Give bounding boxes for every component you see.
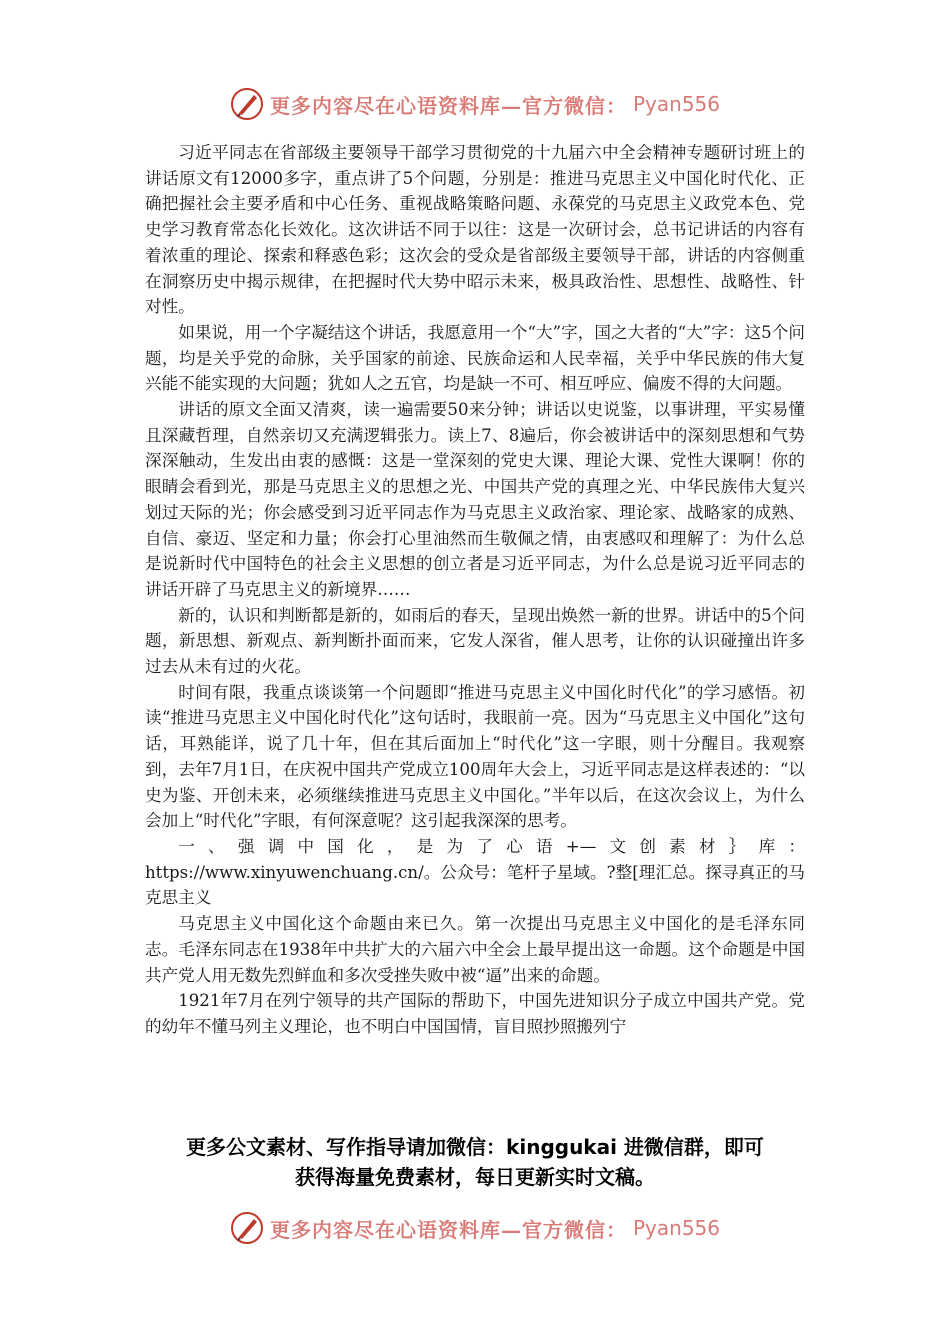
quill-pen-icon: [230, 87, 264, 121]
paragraph: 时间有限，我重点谈谈第一个问题即“推进马克思主义中国化时代化”的学习感悟。初读“推进马克思主义中国化时代化”这句话时，我眼前一亮。因为“马克思主义中国化”这句话，耳熟能详，说了几十年，但在其后面加上“时代化”这一字眼，则十分醒目。我观察到，去年7月1日，在庆祝中国共产党成立100周年大会上，习近平同志是这样表述的：“以史为鉴、开创未来，必须继续推进马克思主义中国化。”半年以后，在这次会议上，为什么会加上“时代化”字眼，有何深意呢？这引起我深深的思考。: [145, 682, 805, 831]
paragraph: 新的，认识和判断都是新的，如雨后的春天，呈现出焕然一新的世界。讲话中的5个问题，新思想、新观点、新判断扑面而来，它发人深省，催人思考，让你的认识碰撞出许多过去从未有过的火花。: [145, 605, 805, 677]
paragraph: 如果说，用一个字凝结这个讲话，我愿意用一个“大”字，国之大者的“大”字：这5个问题，均是关乎党的命脉，关乎国家的前途、民族命运和人民幸福，关乎中华民族的伟大复兴能不能实现的大问题；犹如人之五官，均是缺一不可、相互呼应、偏废不得的大问题。: [145, 322, 805, 394]
header-banner: [0, 84, 950, 124]
footer-banner: [0, 1208, 950, 1248]
paragraph: 讲话的原文全面又清爽，读一遍需要50来分钟；讲话以史说鉴，以事讲理，平实易懂且深藏哲理，自然亲切又充满逻辑张力。读上7、8遍后，你会被讲话中的深刻思想和气势深深触动，生发出由衷的感慨：这是一堂深刻的党史大课、理论大课、党性大课啊！你的眼睛会看到光，那是马克思主义的思想之光、中国共产党的真理之光、中华民族伟大复兴划过天际的光；你会感受到习近平同志作为马克思主义政治家、理论家、战略家的成熟、自信、豪迈、坚定和力量；你会打心里油然而生敬佩之情，由衷感叹和理解了：为什么总是说新时代中国特色的社会主义思想的创立者是习近平同志，为什么总是说习近平同志的讲话开辟了马克思主义的新境界……: [145, 400, 805, 599]
paragraph: 习近平同志在省部级主要领导干部学习贯彻党的十九届六中全会精神专题研讨班上的讲话原文有12000多字，重点讲了5个问题，分别是：推进马克思主义中国化时代化、正确把握社会主要矛盾和中心任务、重视战略策略问题、永葆党的马克思主义政党本色、党史学习教育常态化长效化。这次讲话不同于以往：这是一次研讨会，总书记讲话的内容有着浓重的理论、探索和释惑色彩；这次会的受众是省部级主要领导干部，讲话的内容侧重在洞察历史中揭示规律，在把握时代大势中昭示未来，极具政治性、思想性、战略性、针对性。: [145, 143, 805, 317]
paragraph: 1921年7月在列宁领导的共产国际的帮助下，中国先进知识分子成立中国共产党。党的幼年不懂马列主义理论，也不明白中国国情，盲目照抄照搬列宁: [145, 991, 805, 1036]
footer-promo-line: 获得海量免费素材，每日更新实时文稿。: [295, 1165, 655, 1189]
paragraph: 马克思主义中国化这个命题由来已久。第一次提出马克思主义中国化的是毛泽东同志。毛泽东同志在1938年中共扩大的六届六中全会上最早提出这一命题。这个命题是中国共产党人用无数先烈鲜血和多次受挫失败中被“逼”出来的命题。: [145, 914, 805, 985]
banner-wechat-id: Pyan556: [632, 92, 720, 116]
footer-promo: [0, 1132, 950, 1192]
banner-text: 更多内容尽在心语资料库—官方微信：: [269, 93, 627, 118]
banner-wechat-id: Pyan556: [632, 1216, 720, 1240]
footer-promo-line: 更多公文素材、写作指导请加微信：kinggukai 进微信群，即可: [186, 1135, 764, 1159]
section-heading: 一、强调中国化，是为了心语+—文创素材｝库：https://www.xinyuwenchuang.cn/。公众号：笔杆子星域。?整[理汇总。探寻真正的马克思主义: [145, 836, 805, 908]
quill-pen-icon: [230, 1211, 264, 1245]
article-body: [145, 140, 805, 1040]
banner-text: 更多内容尽在心语资料库—官方微信：: [269, 1217, 627, 1242]
